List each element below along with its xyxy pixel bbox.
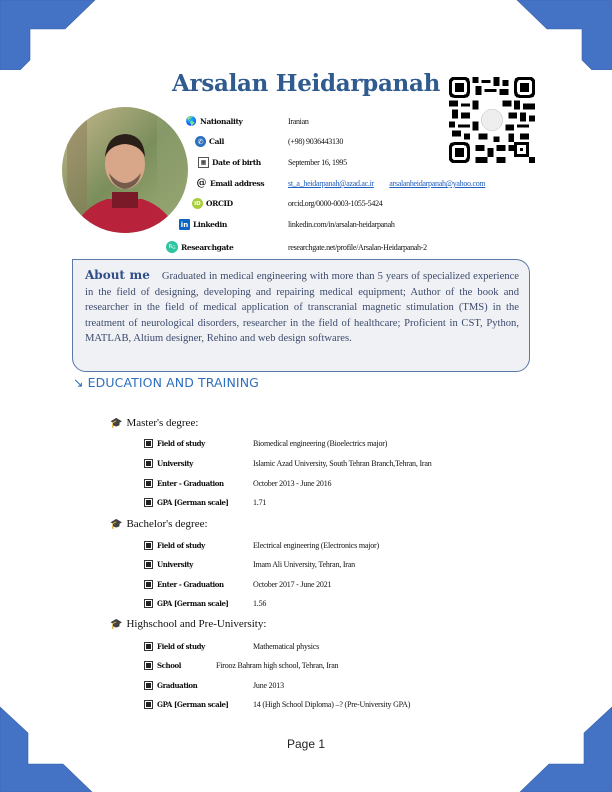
contact-email: @ Email address <box>196 178 265 189</box>
field-value: October 2017 - June 2021 <box>253 580 332 589</box>
degree-highschool <box>110 618 266 630</box>
field-row: GPA [German scale] <box>144 700 228 709</box>
bullet-square-icon <box>144 599 153 608</box>
field-row: Field of study <box>144 642 205 651</box>
field-row: GPA [German scale] <box>144 498 228 507</box>
researchgate-icon: R G <box>166 241 178 253</box>
linkedin-icon: in <box>180 220 189 229</box>
bullet-square-icon <box>144 439 153 448</box>
field-row: Enter - Graduation <box>144 479 224 488</box>
nationality-value: Iranian <box>288 117 309 126</box>
field-row: GPA [German scale] <box>144 599 228 608</box>
bullet-square-icon <box>144 541 153 550</box>
degree-title: Bachelor's degree: <box>126 518 208 530</box>
contact-researchgate: R G Researchgate <box>166 241 233 253</box>
field-value: Islamic Azad University, South Tehran Branch,Tehran, Iran <box>253 459 432 468</box>
orcid-icon: iD <box>192 198 203 209</box>
globe-icon: 🌎 <box>185 116 198 127</box>
bullet-square-icon <box>144 681 153 690</box>
at-icon: @ <box>196 178 207 189</box>
field-value: Electrical engineering (Electronics major) <box>253 541 379 550</box>
calendar-icon: ▦ <box>198 157 209 168</box>
orcid-value[interactable]: orcid.org/0000-0003-1055-5424 <box>288 199 383 208</box>
degree-masters <box>110 417 198 429</box>
dob-value: September 16, 1995 <box>288 158 347 167</box>
phone-value[interactable]: (+98) 9036443130 <box>288 137 344 146</box>
bullet-square-icon <box>144 560 153 569</box>
contact-dob: ▦ Date of birth <box>198 157 261 168</box>
contact-linkedin: in Linkedin <box>180 220 227 229</box>
email-values <box>288 179 485 188</box>
field-row: University <box>144 459 193 468</box>
about-me-text: Graduated in medical engineering with more than 5 years of specialized experience in the field of designing, developing and repairing medical equipment; Author of the book and researcher in the field of medical application of transcranial magnetic stimulation (TMS) in the treatment of neurological disorders, researcher in the field of healthcare; Proficient in CST, Python, MATLAB, Altium designer, Rehino and web design softwares. <box>85 271 519 345</box>
bullet-square-icon <box>144 642 153 651</box>
field-value: October 2013 - June 2016 <box>253 479 332 488</box>
bullet-square-icon <box>144 498 153 507</box>
about-me-box <box>72 259 530 372</box>
degree-title: Highschool and Pre-University: <box>126 618 267 630</box>
contact-nationality: 🌎 Nationality <box>185 116 243 127</box>
bullet-square-icon <box>144 661 153 670</box>
degree-bachelors <box>110 518 208 530</box>
education-heading: ↘ EDUCATION AND TRAINING <box>73 375 259 390</box>
field-value: Biomedical engineering (Bioelectrics major) <box>253 439 388 448</box>
field-value: 1.56 <box>253 599 267 608</box>
field-row: Graduation <box>144 681 197 690</box>
bullet-square-icon <box>144 700 153 709</box>
corner-decoration-top-right <box>512 0 612 70</box>
bullet-square-icon <box>144 580 153 589</box>
email-link-yahoo[interactable]: arsalanheidarpanah@yahoo.com <box>389 179 486 188</box>
contact-orcid: iD ORCID <box>192 198 233 209</box>
about-me-heading: About me <box>85 268 150 282</box>
page-number: Page 1 <box>286 737 326 751</box>
email-link-azad[interactable]: st_a_heidarpanah@azad.ac.ir <box>288 179 374 188</box>
field-row: School <box>144 661 181 670</box>
linkedin-value[interactable]: linkedin.com/in/arsalan-heidarpanah <box>288 220 395 229</box>
graduation-cap-icon: 🎓 <box>110 518 123 530</box>
bullet-square-icon <box>144 459 153 468</box>
graduation-cap-icon: 🎓 <box>110 618 123 630</box>
candidate-name: Arsalan Heidarpanah <box>171 70 441 97</box>
field-row: Field of study <box>144 439 205 448</box>
contact-call: ✆ Call <box>195 136 224 147</box>
researchgate-value[interactable]: researchgate.net/profile/Arsalan-Heidarpanah-2 <box>288 243 427 252</box>
field-value: 14 (High School Diploma) –? (Pre-University GPA) <box>253 700 411 709</box>
phone-icon: ✆ <box>195 136 206 147</box>
qr-code[interactable] <box>449 77 535 163</box>
field-value: June 2013 <box>253 681 284 690</box>
field-value: Mathematical physics <box>253 642 319 651</box>
field-row: Enter - Graduation <box>144 580 224 589</box>
field-row: Field of study <box>144 541 205 550</box>
field-row: University <box>144 560 193 569</box>
field-value: 1.71 <box>253 498 267 507</box>
field-value: Imam Ali University, Tehran, Iran <box>253 560 355 569</box>
profile-photo <box>62 107 188 233</box>
graduation-cap-icon: 🎓 <box>110 417 123 429</box>
degree-title: Master's degree: <box>126 417 199 429</box>
corner-decoration-top-left <box>0 0 100 70</box>
bullet-square-icon <box>144 479 153 488</box>
field-value: Firooz Bahram high school, Tehran, Iran <box>216 661 339 670</box>
